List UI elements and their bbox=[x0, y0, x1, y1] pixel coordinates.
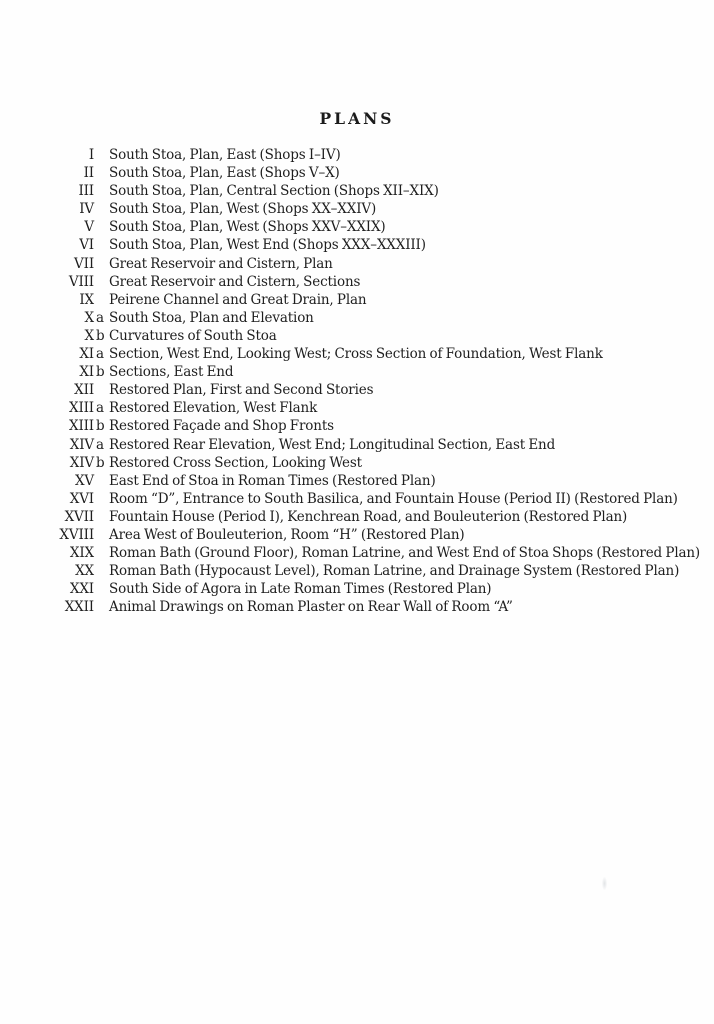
plate-numeral-suffix: a bbox=[96, 436, 104, 453]
list-item bbox=[37, 218, 700, 236]
list-item bbox=[37, 544, 700, 562]
plate-description: Area West of Bouleuterion, Room “H” (Restored Plan) bbox=[109, 526, 465, 543]
list-item bbox=[37, 472, 700, 490]
plans-list bbox=[37, 146, 700, 616]
plate-numeral: IV bbox=[79, 201, 94, 218]
plate-description: Great Reservoir and Cistern, Sections bbox=[109, 273, 361, 290]
plate-description: Fountain House (Period I), Kenchrean Road, and Bouleuterion (Restored Plan) bbox=[109, 508, 628, 525]
list-item bbox=[37, 399, 700, 417]
plate-numeral: VI bbox=[79, 237, 94, 254]
plate-description: Restored Plan, First and Second Stories bbox=[109, 382, 374, 399]
plate-numeral-suffix: a bbox=[96, 309, 104, 326]
plate-numeral: XVIII bbox=[59, 526, 94, 543]
plate-description: South Stoa, Plan, East (Shops I–IV) bbox=[109, 147, 341, 163]
plate-description: Restored Façade and Shop Fronts bbox=[109, 418, 334, 435]
list-item bbox=[37, 327, 700, 345]
plate-numeral: VII bbox=[74, 255, 94, 272]
list-item bbox=[37, 598, 700, 616]
plate-numeral: XIV bbox=[69, 436, 94, 453]
list-item bbox=[37, 236, 700, 254]
list-item bbox=[37, 454, 700, 472]
plate-description: East End of Stoa in Roman Times (Restored Plan) bbox=[109, 472, 436, 489]
plate-description: Animal Drawings on Roman Plaster on Rear Wall of Room “A” bbox=[109, 599, 513, 616]
plate-numeral: XI bbox=[79, 364, 94, 381]
list-item bbox=[37, 146, 700, 164]
list-item bbox=[37, 345, 700, 363]
plate-numeral: V bbox=[84, 219, 94, 236]
list-item bbox=[37, 200, 700, 218]
plate-numeral-suffix: b bbox=[96, 364, 105, 381]
plate-numeral: XX bbox=[75, 563, 94, 580]
list-item bbox=[37, 164, 700, 182]
plate-numeral: II bbox=[83, 165, 94, 182]
plate-description: South Side of Agora in Late Roman Times (Restored Plan) bbox=[109, 581, 492, 598]
plate-numeral: XXI bbox=[69, 581, 94, 598]
plate-numeral: I bbox=[88, 147, 94, 163]
list-item bbox=[37, 291, 700, 309]
plate-description: Curvatures of South Stoa bbox=[109, 327, 277, 344]
plate-description: South Stoa, Plan, Central Section (Shops XII–XIX) bbox=[109, 183, 439, 200]
plate-numeral-suffix: b bbox=[96, 418, 105, 435]
plate-numeral: XIV bbox=[69, 454, 94, 471]
list-item bbox=[37, 526, 700, 544]
plate-description: Peirene Channel and Great Drain, Plan bbox=[109, 291, 367, 308]
plate-numeral-suffix: b bbox=[96, 454, 105, 471]
page-title: PLANS bbox=[319, 109, 395, 128]
list-item bbox=[37, 417, 700, 435]
plate-numeral: X bbox=[84, 327, 94, 344]
plate-description: South Stoa, Plan, West (Shops XX–XXIV) bbox=[109, 201, 377, 218]
plate-numeral-suffix: a bbox=[96, 400, 104, 417]
plate-numeral: XVII bbox=[64, 508, 94, 525]
plate-numeral: III bbox=[78, 183, 94, 200]
plate-numeral: IX bbox=[79, 291, 94, 308]
list-item bbox=[37, 562, 700, 580]
plate-numeral: XVI bbox=[69, 490, 94, 507]
plate-numeral-suffix: b bbox=[96, 327, 105, 344]
plate-numeral: XXII bbox=[64, 599, 94, 616]
plate-description: Roman Bath (Ground Floor), Roman Latrine, and West End of Stoa Shops (Restored Plan) bbox=[109, 545, 701, 562]
plate-description: South Stoa, Plan, West End (Shops XXX–XXXIII) bbox=[109, 237, 426, 254]
plate-description: Great Reservoir and Cistern, Plan bbox=[109, 255, 333, 272]
list-item bbox=[37, 381, 700, 399]
plate-description: Roman Bath (Hypocaust Level), Roman Latrine, and Drainage System (Restored Plan) bbox=[109, 563, 680, 580]
plate-numeral: XII bbox=[74, 382, 94, 399]
list-item bbox=[37, 273, 700, 291]
list-item bbox=[37, 436, 700, 454]
list-item bbox=[37, 508, 700, 526]
plate-description: Restored Cross Section, Looking West bbox=[109, 454, 362, 471]
plate-numeral: XIII bbox=[68, 400, 94, 417]
list-item bbox=[37, 255, 700, 273]
list-item bbox=[37, 580, 700, 598]
plate-description: Room “D”, Entrance to South Basilica, and Fountain House (Period II) (Restored Plan) bbox=[109, 490, 678, 507]
plate-description: Restored Elevation, West Flank bbox=[109, 400, 318, 417]
plate-numeral: X bbox=[84, 309, 94, 326]
paper-smudge bbox=[602, 877, 607, 890]
plate-description: South Stoa, Plan, East (Shops V–X) bbox=[109, 165, 340, 182]
plate-description: South Stoa, Plan and Elevation bbox=[109, 309, 314, 326]
plate-description: Sections, East End bbox=[109, 364, 234, 381]
plate-numeral: VIII bbox=[68, 273, 94, 290]
plate-numeral-suffix: a bbox=[96, 346, 104, 363]
plate-description: Restored Rear Elevation, West End; Longitudinal Section, East End bbox=[109, 436, 556, 453]
plate-numeral: XV bbox=[74, 472, 94, 489]
plate-numeral: XIII bbox=[68, 418, 94, 435]
plate-numeral: XIX bbox=[69, 545, 94, 562]
list-item bbox=[37, 182, 700, 200]
list-item bbox=[37, 490, 700, 508]
list-item bbox=[37, 309, 700, 327]
plate-description: Section, West End, Looking West; Cross Section of Foundation, West Flank bbox=[109, 346, 603, 363]
list-item bbox=[37, 363, 700, 381]
plate-description: South Stoa, Plan, West (Shops XXV–XXIX) bbox=[109, 219, 386, 236]
plate-numeral: XI bbox=[79, 346, 94, 363]
